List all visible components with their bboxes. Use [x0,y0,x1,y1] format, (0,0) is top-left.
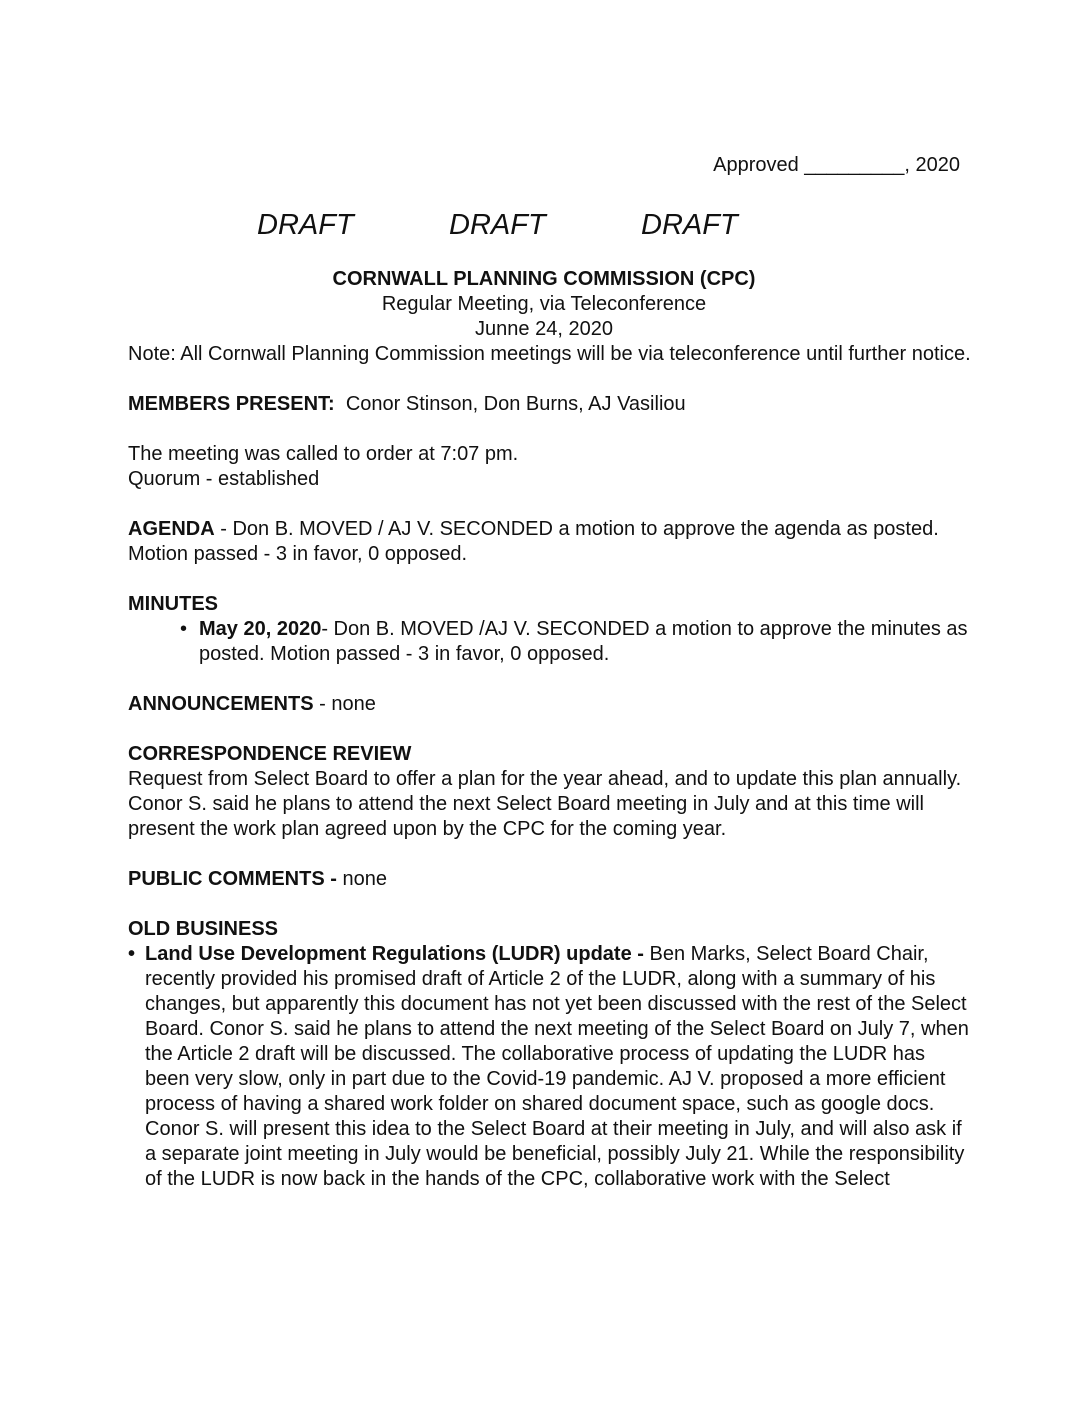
ludr-update-text: Ben Marks, Select Board Chair, recently provided his promised draft of Article 2 of the LUDR, along with a summary of his changes, but apparently this document has not yet been discussed with the rest of the Select Board. Conor S. said he plans to attend the next meeting of the Select Board on July 7, when the Article 2 draft will be discussed. The collaborative process of updating the LUDR has been very slow, only in part due to the Covid-19 pandemic. AJ V. proposed a more efficient process of having a shared work folder on shared document space, such as google docs. Conor S. will present this idea to the Select Board at their meeting in July, and will also ask if a separate joint meeting in July would be beneficial, possibly July 21. While the responsibility of the LUDR is now back in the hands of the CPC, collaborative work with the Select [145,943,969,1190]
document-header [0,267,1088,342]
minutes-item-text: - Don B. MOVED /AJ V. SECONDED a motion to approve the minutes as posted. Motion passed - 3 in favor, 0 opposed. [199,618,968,665]
minutes-heading: MINUTES [128,593,218,615]
quorum-status: Quorum - established [128,468,320,490]
old-business-heading: OLD BUSINESS [128,918,279,940]
meeting-date: Junne 24, 2020 [475,318,613,340]
correspondence-text: Request from Select Board to offer a plan for the year ahead, and to update this plan annually. Conor S. said he plans to attend the next Select Board meeting in July and at this time will present the work plan agreed upon by the CPC for the coming year. [128,768,962,840]
agenda-label: AGENDA [128,518,215,540]
draft-mark: DRAFT [257,209,354,241]
bullet-marker: • [128,943,136,965]
minutes-item [128,617,973,667]
correspondence-heading: CORRESPONDENCE REVIEW [128,743,412,765]
call-to-order: The meeting was called to order at 7:07 pm. [128,443,519,465]
announcements-label: ANNOUNCEMENTS [128,693,314,715]
agenda-text: - Don B. MOVED / AJ V. SECONDED a motion to approve the agenda as posted. Motion passed - 3 in favor, 0 opposed. [128,518,939,565]
members-present [128,392,973,417]
announcements-section [128,692,973,717]
public-comments-label: PUBLIC COMMENTS - [128,868,337,890]
public-comments-text: none [336,868,387,890]
meeting-type: Regular Meeting, via Teleconference [381,293,707,315]
teleconference-note: Note: All Cornwall Planning Commission meetings will be via teleconference until further notice. [128,343,971,365]
members-names: Conor Stinson, Don Burns, AJ Vasiliou [345,393,686,415]
bullet-marker: • [180,618,188,640]
old-business-item [128,942,973,1192]
public-comments-section [128,867,973,892]
announcements-text: - none [313,693,376,715]
members-label: MEMBERS PRESENT: [128,393,335,415]
document-body [128,342,973,1192]
agenda-section [128,517,973,567]
document-title: CORNWALL PLANNING COMMISSION (CPC) [332,268,756,290]
draft-mark: DRAFT [641,209,738,241]
approval-line: Approved _________, 2020 [713,154,960,176]
ludr-update-label: Land Use Development Regulations (LUDR) update - [145,943,650,965]
minutes-item-date: May 20, 2020 [199,618,322,640]
draft-watermark-row [0,208,1088,242]
draft-mark: DRAFT [449,209,546,241]
